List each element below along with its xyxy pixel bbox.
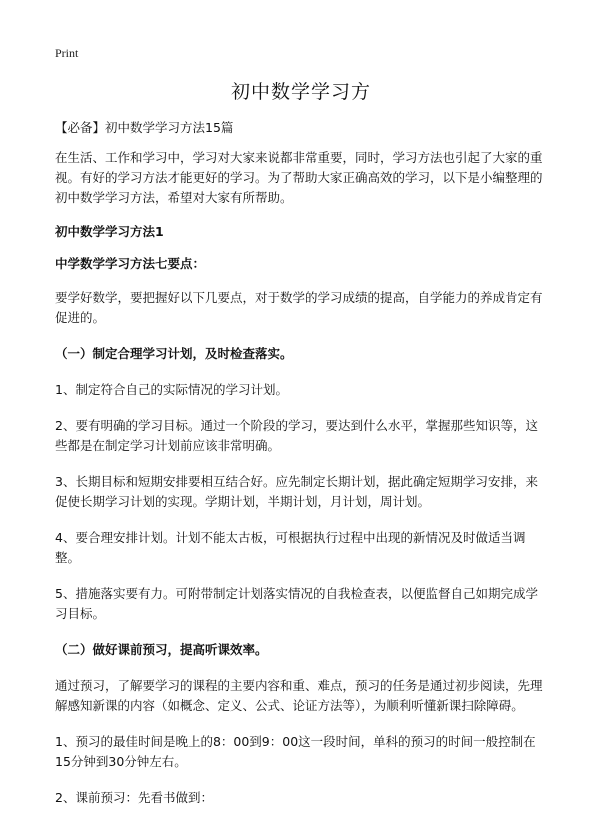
opening-paragraph: 要学好数学，要把握好以下几要点，对于数学的学习成绩的提高，自学能力的养成肯定有促进的。 [55,290,543,325]
step1-item-4: 4、要合理安排计划。计划不能太古板，可根据执行过程中出现的新情况及时做适当调整。 [55,530,526,565]
step2-heading: （二）做好课前预习，提高听课效率。 [55,642,268,657]
sub-heading: 中学数学学习方法七要点： [55,256,206,271]
article-subtitle: 【必备】初中数学学习方法15篇 [55,120,234,135]
step1-item-1: 1、制定符合自己的实际情况的学习计划。 [55,382,288,397]
step1-item-3: 3、长期目标和短期安排要相互结合好。应先制定长期计划，据此确定短期学习安排，来促使长期学习计划的实现。学期计划，半期计划，月计划，周计划。 [55,474,538,509]
step1-heading: （一）制定合理学习计划，及时检查落实。 [55,346,293,361]
step2-item-2: 2、课前预习：先看书做到： [55,790,213,805]
step2-item-1: 1、预习的最佳时间是晚上的8：00到9：00这一段时间，单科的预习的时间一般控制在15分钟到30分钟左右。 [55,734,536,769]
document-page [55,78,547,824]
section-heading: 初中数学学习方法1 [55,224,164,239]
step1-item-2: 2、要有明确的学习目标。通过一个阶段的学习，要达到什么水平，掌握那些知识等，这些都是在制定学习计划前应该非常明确。 [55,418,538,453]
page-title: 初中数学学习方 [230,81,371,103]
intro-paragraph: 在生活、工作和学习中，学习对大家来说都非常重要，同时，学习方法也引起了大家的重视。有好的学习方法才能更好的学习。为了帮助大家正确高效的学习，以下是小编整理的初中数学学习方法，希望对大家有所帮助。 [55,150,543,205]
step2-intro: 通过预习，了解要学习的课程的主要内容和重、难点，预习的任务是通过初步阅读，先理解感知新课的内容（如概念、定义、公式、论证方法等），为顺利听懂新课扫除障碍。 [55,678,543,713]
print-link[interactable]: Print [55,46,79,60]
step1-item-5: 5、措施落实要有力。可附带制定计划落实情况的自我检查表，以便监督自己如期完成学习目标。 [55,586,538,621]
